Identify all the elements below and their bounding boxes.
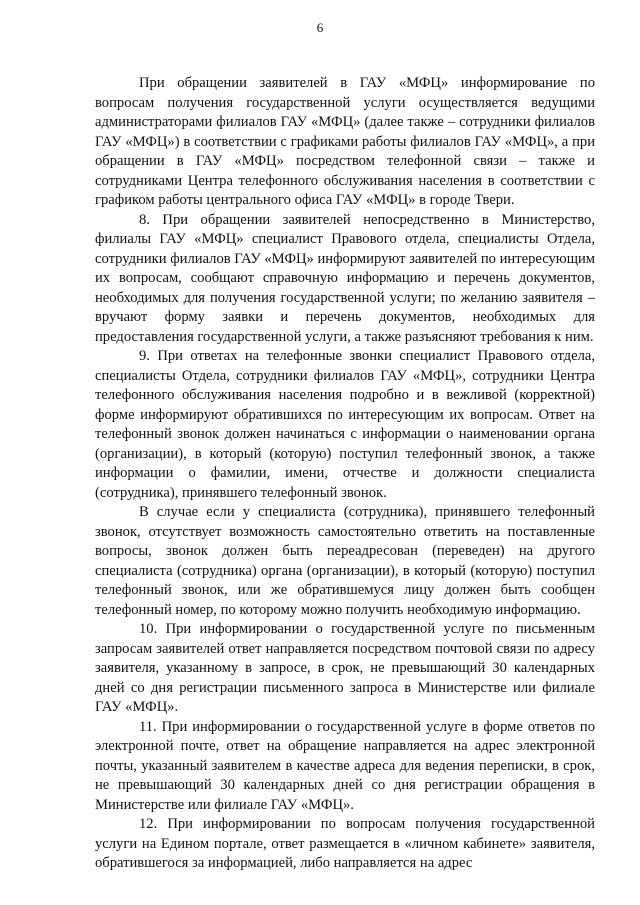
paragraph-mfc-informing: При обращении заявителей в ГАУ «МФЦ» информирование по вопросам получения государственной услуги осуществляется ведущими администраторами филиалов ГАУ «МФЦ» (далее также – сотрудники филиалов ГАУ «МФЦ») в соответствии с графиками работы филиалов ГАУ «МФЦ», а при обращении в ГАУ «МФЦ» посредством телефонной связи – также и сотрудниками Центра телефонного обслуживания населения в соответствии с графиком работы центрального офиса ГАУ «МФЦ» в городе Твери. xyxy=(95,75,595,208)
paragraph-11: 11. При информировании о государственной услуге в форме ответов по электронной почте, ответ на обращение направляется на адрес электронной почты, указанный заявителем в качестве адреса для ведения переписки, в срок, не превышающий 30 календарных дней со дня регистрации обращения в Министерстве или филиале ГАУ «МФЦ». xyxy=(95,718,595,813)
paragraph-9: 9. При ответах на телефонные звонки специалист Правового отдела, специалисты Отдела, сотрудники филиалов ГАУ «МФЦ», сотрудники Центра телефонного обслуживания населения подробно и в вежливой (корректной) форме информируют обратившихся по интересующим их вопросам. Ответ на телефонный звонок должен начинаться с информации о наименовании органа (организации), в который (которую) поступил телефонный звонок, а также информации о фамилии, имени, отчестве и должности специалиста (сотрудника), принявшего телефонный звонок. xyxy=(95,348,595,501)
paragraph-10: 10. При информировании о государственной услуге по письменным запросам заявителей ответ направляется посредством почтовой связи по адресу заявителя, указанному в запросе, в срок, не превышающий 30 календарных дней со дня регистрации письменного запроса в Министерстве или филиале ГАУ «МФЦ». xyxy=(95,621,595,715)
paragraph-8: 8. При обращении заявителей непосредственно в Министерство, филиалы ГАУ «МФЦ» специалист Правового отдела, специалисты Отдела, сотрудники филиалов ГАУ «МФЦ» информируют заявителей по интересующим их вопросам, сообщают справочную информацию и перечень документов, необходимых для получения государственной услуги; по желанию заявителя – вручают форму заявки и перечень документов, необходимых для предоставления государственной услуги, а также разъясняют требования к ним. xyxy=(95,211,595,345)
page-number: 6 xyxy=(316,20,324,35)
document-body xyxy=(95,74,595,874)
paragraph-9-redirect: В случае если у специалиста (сотрудника), принявшего телефонный звонок, отсутствует возможность самостоятельно ответить на поставленные вопросы, звонок должен быть переадресован (переведен) на другого специалиста (сотрудника) органа (организации), в который (которую) поступил телефонный звонок, или же обратившемуся лицу должен быть сообщен телефонный номер, по которому можно получить необходимую информацию. xyxy=(95,504,595,618)
paragraph-12: 12. При информировании по вопросам получения государственной услуги на Едином портале, ответ размещается в «личном кабинете» заявителя, обратившегося за информацией, либо направляется на адрес xyxy=(95,816,595,871)
